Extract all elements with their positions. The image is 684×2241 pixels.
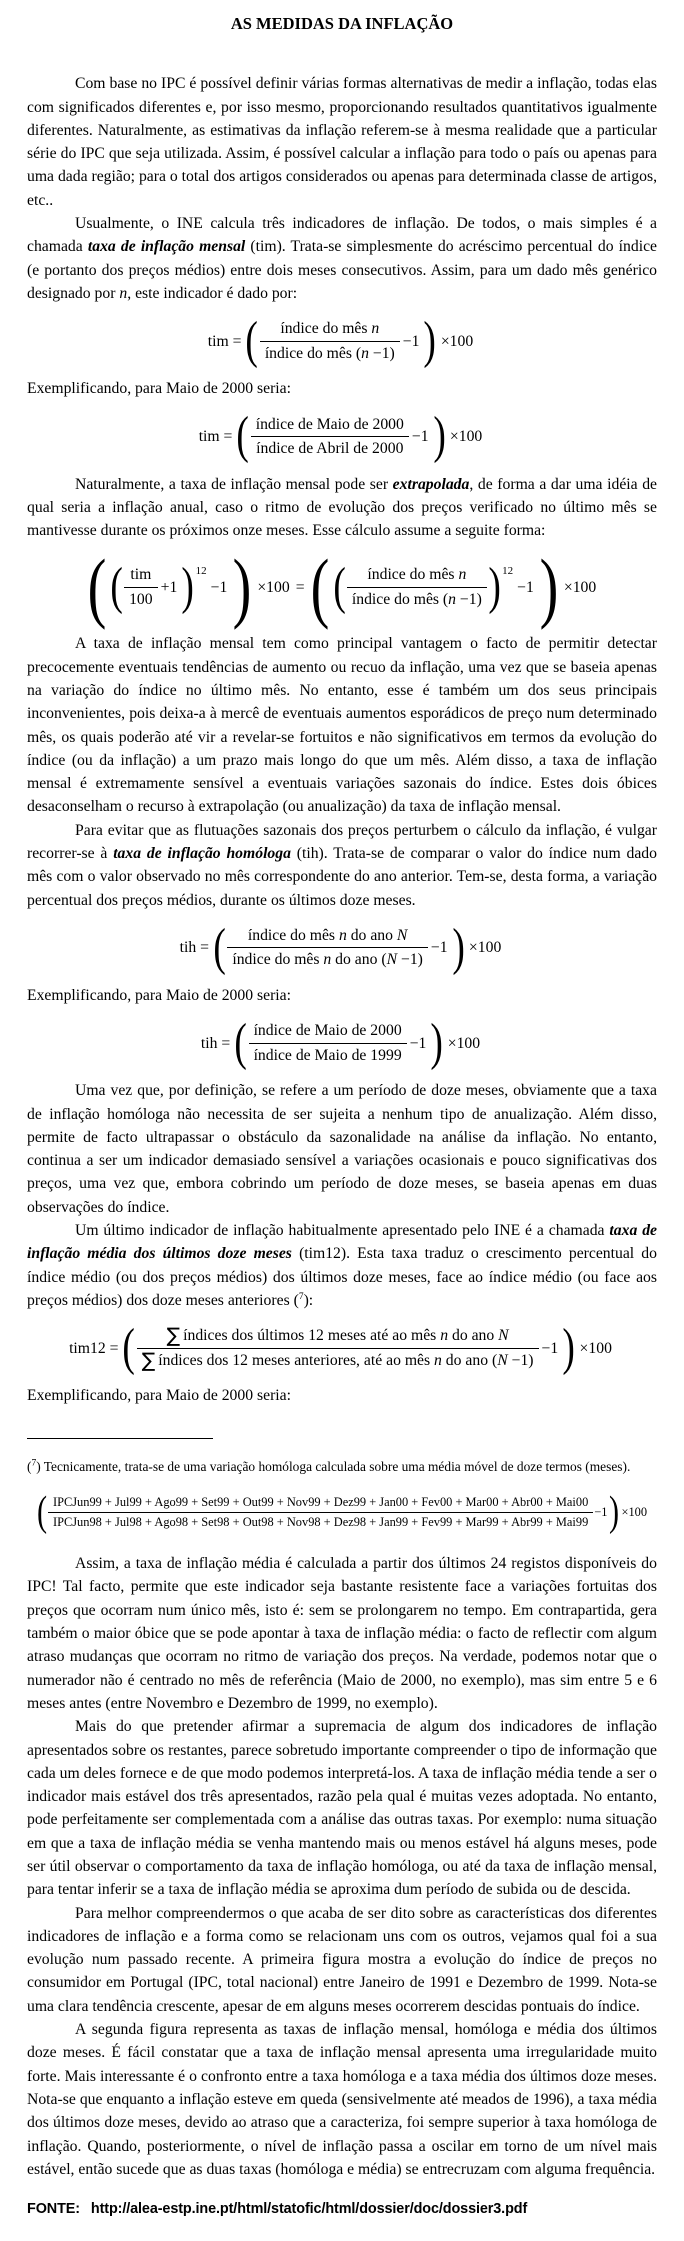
times-100: ×100	[563, 578, 597, 596]
formula-lhs: tim12 =	[69, 1339, 119, 1357]
times-100: ×100	[449, 427, 483, 445]
times-100: ×100	[621, 1504, 648, 1519]
page-title: AS MEDIDAS DA INFLAÇÃO	[230, 14, 454, 33]
open-paren: (	[245, 311, 259, 369]
fraction-numerator: índice do mês n	[367, 566, 467, 584]
formula-lhs: tim =	[198, 427, 233, 445]
fraction-denominator: índice de Maio de 1999	[249, 1043, 407, 1067]
exponent-12: 12	[502, 564, 514, 577]
exponent-12: 12	[195, 564, 207, 577]
close-paren: )	[609, 1488, 620, 1535]
paragraph-comparacao-indicadores: Mais do que pretender afirmar a supremacia de algum dos indicadores de inflação apresentados sobre os restantes, parece sobretudo importante compreender o tipo de informação que cada um deles fornece e de que modo podemos interpretá-los. A taxa de inflação média tende a ser o indicador mais estável dos três apresentados, razão pela qual é muitas vezes adoptada. No entanto, pode perfeitamente ser complementada com a análise das outras taxas. Por exemplo: numa situação em que a taxa de inflação média se venha mantendo mais ou menos estável há alguns meses, pode ser útil observar o comportamento da taxa de inflação homóloga, ou até da taxa de inflação mensal, para tentar inferir se a taxa de inflação média se aproxima dum período de subida ou de descida.	[27, 1718, 657, 1899]
fraction	[227, 925, 428, 971]
paragraph-media-24-registos: Assim, a taxa de inflação média é calculada a partir dos últimos 24 registos disponíveis do IPC! Tal facto, permite que este indicador seja bastante resistente face a variações fortuitas dos preços que ocorram num único mês, isto é: sem se prolongarem no tempo. Em contrapartida, gera também o maior óbice que se pode apontar à taxa de inflação média: o facto de reflectir com algum atraso mudanças que ocorram no ritmo de variação dos preços. Na verdade, podemos notar que o numerador não é centrado no mês de referência (Maio de 2000, no exemplo), mas sim entre 5 e 6 meses antes (entre Novembro e Dezembro de 1999, no exemplo).	[27, 1555, 657, 1712]
fraction-numerator: tim	[130, 566, 152, 584]
open-paren-outer: (	[87, 543, 107, 631]
fraction	[48, 1494, 593, 1530]
paragraph-tih-caracteristicas: Uma vez que, por definição, se refere a um período de doze meses, obviamente que a taxa de inflação homóloga não necessita de ser sujeita a nenhum tipo de anualização. Além disso, permite de facto ultrapassar o obstáculo da sazonalidade na análise da inflação. No entanto, continua a ser um indicador demasiado sensível a variações ocasionais e pouco significativas dos preços, uma vez que, embora cobrindo um período de doze meses, se baseia apenas em duas observações do índice.	[27, 1082, 657, 1216]
exemplificando-line-2: Exemplificando, para Maio de 2000 seria:	[27, 986, 291, 1004]
minus-one: −1	[594, 1504, 608, 1519]
formula-lhs: tih =	[200, 1034, 231, 1052]
fraction-denominator: IPCJun98 + Jul98 + Ago98 + Set98 + Out98 + Nov98 + Dez98 + Jan99 + Fev99 + Mar99 + Abr99 + Mai99	[48, 1512, 593, 1531]
formula-footnote-tim12-maio	[11, 1488, 673, 1535]
fraction-numerator: IPCJun99 + Jul99 + Ago99 + Set99 + Out99 + Nov99 + Dez99 + Jan00 + Fev00 + Mar00 + Abr00 + Mai00	[52, 1495, 589, 1510]
open-paren: (	[213, 918, 226, 976]
exemplificando-line-3: Exemplificando, para Maio de 2000 seria:	[27, 1387, 291, 1405]
minus-one: −1	[541, 1339, 559, 1357]
formula-tim-definition	[27, 311, 657, 369]
paragraph-extrapolada: Naturalmente, a taxa de inflação mensal pode ser extrapolada, de forma a dar uma idéia de qual seria a inflação anual, caso o ritmo de evolução dos preços verificado no último mês se mantivesse durante os próximos onze meses. Esse cálculo assume a seguite forma:	[27, 475, 657, 540]
minus-one: −1	[517, 578, 534, 596]
fraction	[249, 1020, 407, 1066]
times-100: ×100	[468, 939, 502, 957]
formula-tih-maio	[27, 1013, 657, 1071]
formula-tih-definition	[27, 918, 657, 976]
close-paren-inner: )	[181, 558, 195, 616]
close-paren-outer: )	[232, 543, 252, 631]
minus-one: −1	[210, 578, 228, 596]
paragraph-tim-intro: Usualmente, o INE calcula três indicadores de inflação. De todos, o mais simples é a chamada taxa de inflação mensal (tim). Trata-se simplesmente do acréscimo percentual do índice (e portanto dos preços médios) entre dois meses consecutivos. Assim, para um dado mês genérico designado por n, este indicador é dado por:	[27, 215, 657, 302]
fraction	[260, 318, 400, 364]
fraction	[124, 564, 158, 610]
fraction-denominator: ∑ índices dos 12 meses anteriores, até ao mês n do ano (N −1)	[137, 1348, 539, 1372]
times-100: ×100	[447, 1034, 481, 1052]
open-paren: (	[36, 1488, 47, 1535]
formula-extrapolacao	[27, 543, 657, 631]
minus-one: −1	[430, 939, 448, 957]
open-paren: (	[236, 407, 250, 465]
close-paren: )	[423, 311, 437, 369]
fraction-denominator: índice do mês (n −1)	[347, 587, 487, 611]
fraction	[347, 564, 487, 610]
minus-one: −1	[402, 332, 420, 350]
open-paren-inner: (	[332, 558, 346, 616]
exemplificando-line-1: Exemplificando, para Maio de 2000 seria:	[27, 380, 291, 398]
paragraph-primeira-figura: Para melhor compreendermos o que acaba de ser dito sobre as características dos diferentes indicadores de inflação e a forma como se relacionam uns com os outros, vejamos qual foi a sua evolução num passado recente. A primeira figura mostra a evolução do índice de preços no consumidor em Portugal (IPC, total nacional) entre Janeiro de 1991 e Dezembro de 1999. Nota-se uma clara tendência crescente, apesar de em alguns meses ocorrerem descidas pontuais do índice.	[27, 1904, 657, 2015]
paragraph-intro: Com base no IPC é possível definir várias formas alternativas de medir a inflação, todas elas com significados diferentes e, por isso mesmo, proporcionando resultados quantitativos igualmente diferentes. Naturalmente, as estimativas da inflação referem-se à mesma realidade que a particular série do IPC que seja utilizada. Assim, é possível calcular a inflação para todo o país ou apenas para uma dada região; para o total dos artigos considerados ou apenas para determinada classe de artigos, etc..	[27, 75, 657, 209]
source-url: http://alea-estp.ine.pt/html/statofic/html/dossier/doc/dossier3.pdf	[90, 2201, 528, 2218]
open-paren-outer: (	[310, 543, 329, 631]
open-paren: (	[234, 1013, 248, 1071]
times-100: ×100	[257, 578, 290, 596]
fraction-denominator: índice do mês (n −1)	[260, 341, 400, 365]
close-paren: )	[432, 407, 446, 465]
fraction-denominator: 100	[124, 587, 158, 611]
fraction-denominator: índice de Abril de 2000	[251, 436, 409, 460]
footnote-separator	[27, 1438, 213, 1439]
fraction	[137, 1325, 539, 1371]
paragraph-segunda-figura: A segunda figura representa as taxas de inflação mensal, homóloga e média dos últimos doze meses. É fácil constatar que a taxa de inflação mensal apresenta uma irregularidade muito forte. Mais interessante é o confronto entre a taxa homóloga e a taxa média dos últimos doze meses. Nota-se que enquanto a inflação esteve em queda (sensivelmente até meados de 1996), a taxa média dos últimos doze meses, devido ao atraso que a caracteriza, foi sempre superior à taxa homóloga de inflação. Quando, posteriormente, o nível de inflação passa a oscilar em torno de um nível mais estável, então sucede que as duas taxas (homóloga e média) se entrecruzam com alguma frequência.	[27, 2021, 657, 2178]
fraction-numerator: índice de Maio de 2000	[255, 415, 404, 433]
formula-tim-maio	[27, 407, 657, 465]
times-100: ×100	[579, 1339, 612, 1357]
paragraph-tim12-intro: Um último indicador de inflação habitualmente apresentado pelo INE é a chamada taxa de inflação média dos últimos doze meses (tim12). Esta taxa traduz o crescimento percentual do índice médio (ou dos preços médios) dos últimos doze meses, face ao índice médio (ou face aos preços médios) dos doze meses anteriores ($^7$):	[27, 1222, 657, 1309]
close-paren: )	[452, 918, 465, 976]
close-paren: )	[430, 1013, 444, 1071]
plus-one: +1	[160, 578, 178, 596]
open-paren: (	[122, 1318, 136, 1376]
formula-lhs: tim =	[207, 332, 242, 350]
minus-one: −1	[409, 1034, 427, 1052]
fraction-denominator: índice do mês n do ano (N −1)	[227, 947, 428, 971]
fraction-numerator: índice do mês n	[280, 320, 380, 338]
equals-sign: =	[295, 578, 305, 596]
close-paren-outer: )	[539, 543, 559, 631]
fraction-numerator: ∑ índices dos últimos 12 meses até ao mês n do ano N	[166, 1323, 509, 1348]
source-line	[27, 2198, 657, 2221]
footnote-text: ($^7$) Tecnicamente, trata-se de uma variação homóloga calculada sobre uma média móvel de doze termos (meses).	[27, 1458, 631, 1474]
close-paren-inner: )	[488, 558, 501, 616]
fraction-numerator: índice de Maio de 2000	[253, 1022, 402, 1040]
paragraph-tih-intro: Para evitar que as flutuações sazonais dos preços perturbem o cálculo da inflação, é vulgar recorrer-se à taxa de inflação homóloga (tih). Trata-se de comparar o valor do índice num dado mês com o valor observado no mês correspondente do ano anterior. Tem-se, desta forma, a variação percentual dos preços médios, durante os últimos doze meses.	[27, 821, 657, 909]
fraction-numerator: índice do mês n do ano N	[247, 926, 408, 944]
formula-tim12-definition	[27, 1318, 657, 1376]
fraction	[251, 414, 409, 460]
close-paren: )	[562, 1318, 576, 1376]
source-label: FONTE:	[27, 2201, 80, 2218]
paragraph-vantagens-tim: A taxa de inflação mensal tem como principal vantagem o facto de permitir detectar precocemente eventuais tendências de aumento ou recuo da inflação, uma vez que se baseia apenas na variação do índice no último mês. No entanto, esse é também um dos seus principais inconvenientes, pois deixa-a à mercê de eventuais aumentos esporádicos de preço num determinado mês, os quais poderão até vir a revelar-se fortuitos e não significativos em termos da evolução do índice (ou da inflação) a um prazo mais longo do que um mês. Além disso, a taxa de inflação mensal é extremamente sensível a eventuais variações sazonais do índice. Estes dois óbices desaconselham o recurso à extrapolação (ou anualização) da taxa de inflação mensal.	[27, 635, 657, 816]
formula-lhs: tih =	[179, 939, 210, 957]
open-paren-inner: (	[110, 558, 123, 616]
minus-one: −1	[411, 427, 429, 445]
times-100: ×100	[440, 332, 474, 350]
